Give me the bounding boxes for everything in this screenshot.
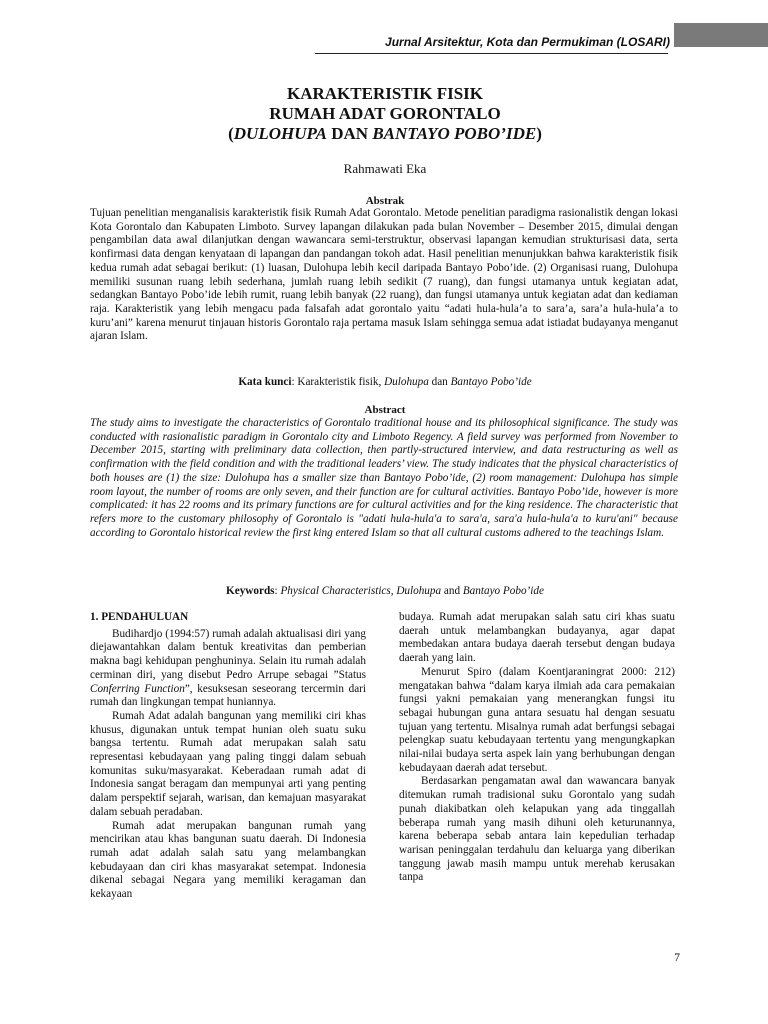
keywords-sep: : — [274, 585, 281, 597]
title-paren-close: ) — [536, 124, 542, 143]
paragraph-right-2: Menurut Spiro (dalam Koentjaraningrat 2000: 212) mengatakan bahwa “dalam karya ilmiah ada cara pemakaian fungsi yakni pemakaian yang menerangkan fungsi itu sebagai hubungan guna antara sesuatu hal dengan sesuatu tujuan yang tertentu. Misalnya rumah adat berfungsi sebagai pelengkap suatu kebudayaan tertentu yang mengungkapkan nilai-nilai budaya serta aspek lain yang berhubungan dengan kebudayaan daerah adat tersebut. — [399, 665, 675, 774]
keywords-em-2: Bantayo Pobo’ide — [462, 585, 544, 597]
paragraph-left-3: Rumah adat merupakan bangunan rumah yang mencirikan atau khas bangunan suatu daerah. Di Indonesia rumah adat adalah salah satu yang melambangkan kebudayaan dan ciri khas masyarakat setempat. Indonesia dikenal sebagai Negara yang memiliki keragaman dan kekayaan — [90, 819, 366, 901]
paragraph-left-1-a: Budihardjo (1994:57) rumah adalah aktualisasi diri yang diejawantahkan dalam bentuk kreativitas dan pemberian makna bagi kehidupan penghuninya. Selain itu rumah adalah cerminan diri, yang disebut Pedro Arrupe sebagai ”Status — [90, 627, 366, 681]
header-rule — [315, 53, 668, 54]
paragraph-left-1-em: Conferring Function — [90, 682, 185, 695]
body-column-left — [90, 611, 366, 936]
paragraph-right-1: budaya. Rumah adat merupakan salah satu ciri khas suatu daerah untuk melambangkan budayanya, agar dapat membedakan antara budaya daerah tersebut dengan budaya daerah yang lain. — [399, 611, 675, 665]
keywords — [90, 584, 680, 598]
abstract-text: The study aims to investigate the characteristics of Gorontalo traditional house and its philosophical significance. The study was conducted with rasionalistic paradigm in Gorontalo city and Limboto Regency. A field survey was performed from November to December 2015, starting with preliminary data collection, then partly-structured interview, and data restructuring as well as confirmation with the field condition and with the traditional leaders’ view. The study indicates that the physical characteristics of both houses are (1) the size: Dulohupa has a smaller size than Bantayo Pobo’ide, (2) room management: Dulohupa has simple room layout, the number of rooms are only seven, and their function are for cultural activities. Bantayo Pobo’ide, however is more complicated: it has 22 rooms and its primary functions are for cultural activities and for the king residence. The characteristic that refers more to the customary philosophy of Gorontalo is "adati hula-hula'a to sara'a, sara'a hula-hula'a to kuru'ani" because according to Gorontalo historical review the first king entered Islam so that all cultural customs adhered to the teachings Islam. — [90, 417, 678, 539]
journal-header: Jurnal Arsitektur, Kota dan Permukiman (LOSARI) — [385, 35, 670, 49]
abstrak-text: Tujuan penelitian menganalisis karakteristik fisik Rumah Adat Gorontalo. Metode penelitian paradigma rasionalistik dengan lokasi Kota Gorontalo dan Kabupaten Limboto. Survey lapangan dilakukan pada bulan November – Desember 2015, dimulai dengan pengambilan data awal dilanjutkan dengan wawancara semi-terstruktur, observasi lapangan kemudian strukturisasi data, serta konfirmasi data dengan kenyataan di lapangan dan pandangan tokoh adat. Hasil penelitian menunjukkan bahwa karakteristik fisik kedua rumah adat sebagai berikut: (1) luasan, Dulohupa lebih kecil daripada Bantayo Pobo’ide. (2) Organisasi ruang, Dulohupa memiliki susunan ruang lebih sederhana, jumlah ruang lebih sedikit (7 ruang), dan fungsi utamanya untuk kegiatan adat, sedangkan Bantayo Pobo’ide lebih rumit, ruang lebih banyak (22 ruang), dan fungsi utamanya untuk kegiatan adat dan kediaman raja. Karakteristik yang lebih mengacu pada falsafah adat gorontalo yaitu “adati hula-hula’a to sara’a, sara’a hula-hula’a to kuru’ani” karena menurut tinjauan historis Gorontalo raja pertama masuk Islam sehingga semua adat istiadat budayanya menganut ajaran Islam. — [90, 207, 678, 343]
kata-kunci-bantayo: Bantayo Pobo’ide — [450, 376, 532, 388]
paragraph-left-1-b: ”, kesuksesan seseorang tercermin dari rumah dan lingkungan tempat huniannya. — [90, 682, 366, 709]
keywords-em-1: Physical Characteristics, Dulohupa — [280, 585, 442, 597]
kata-kunci — [90, 375, 680, 389]
kata-kunci-plain-1: Karakteristik fisik, — [297, 376, 385, 388]
kata-kunci-sep: : — [291, 376, 298, 388]
title-bantayo: BANTAYO POBO’IDE — [372, 124, 537, 143]
kata-kunci-label: Kata kunci — [238, 376, 292, 388]
title-dulohupa: DULOHUPA — [233, 124, 327, 143]
keywords-and: and — [441, 585, 463, 597]
title-paren-open: ( — [228, 124, 234, 143]
abstrak-heading: Abstrak — [365, 195, 405, 207]
title-line-1: KARAKTERISTIK FISIK — [286, 84, 484, 103]
author-name: Rahmawati Eka — [343, 161, 427, 176]
body-column-right — [399, 611, 675, 936]
keywords-label: Keywords — [226, 585, 275, 597]
abstract-heading: Abstract — [364, 404, 406, 416]
kata-kunci-dulohupa: Dulohupa — [384, 376, 429, 388]
title-line-3 — [90, 124, 680, 144]
paper-title — [90, 84, 680, 144]
page-number: 7 — [674, 952, 680, 964]
section-title: 1. PENDAHULUAN — [90, 611, 189, 623]
paragraph-left-1 — [90, 628, 366, 710]
title-dan: DAN — [326, 124, 373, 143]
title-line-2: RUMAH ADAT GORONTALO — [269, 104, 501, 123]
paragraph-left-2: Rumah Adat adalah bangunan yang memiliki ciri khas khusus, digunakan untuk tempat hunian oleh suatu suku bangsa tertentu. Rumah adat merupakan salah satu representasi kebudayaan yang paling tinggi dalam sebuah komunitas suku/masyarakat. Keberadaan rumah adat di Indonesia sangat beragam dan mempunyai arti yang penting dalam perspektif sejarah, warisan, dan kemajuan masyarakat dalam sebuah peradaban. — [90, 709, 366, 818]
header-tab-bar — [674, 23, 768, 47]
kata-kunci-plain-2: dan — [428, 376, 451, 388]
paragraph-right-3: Berdasarkan pengamatan awal dan wawancara banyak ditemukan rumah tradisional suku Gorontalo yang sudah punah diakibatkan oleh kelapukan yang ada tinggallah beberapa rumah yang masih dihuni oleh keturunannya, karena beberapa sebab antara lain kepedulian terhadap warisan peninggalan terdahulu dan keluarga yang diberikan tanggung jawab masih mampu untuk merehab kerusakan tanpa — [399, 775, 675, 884]
